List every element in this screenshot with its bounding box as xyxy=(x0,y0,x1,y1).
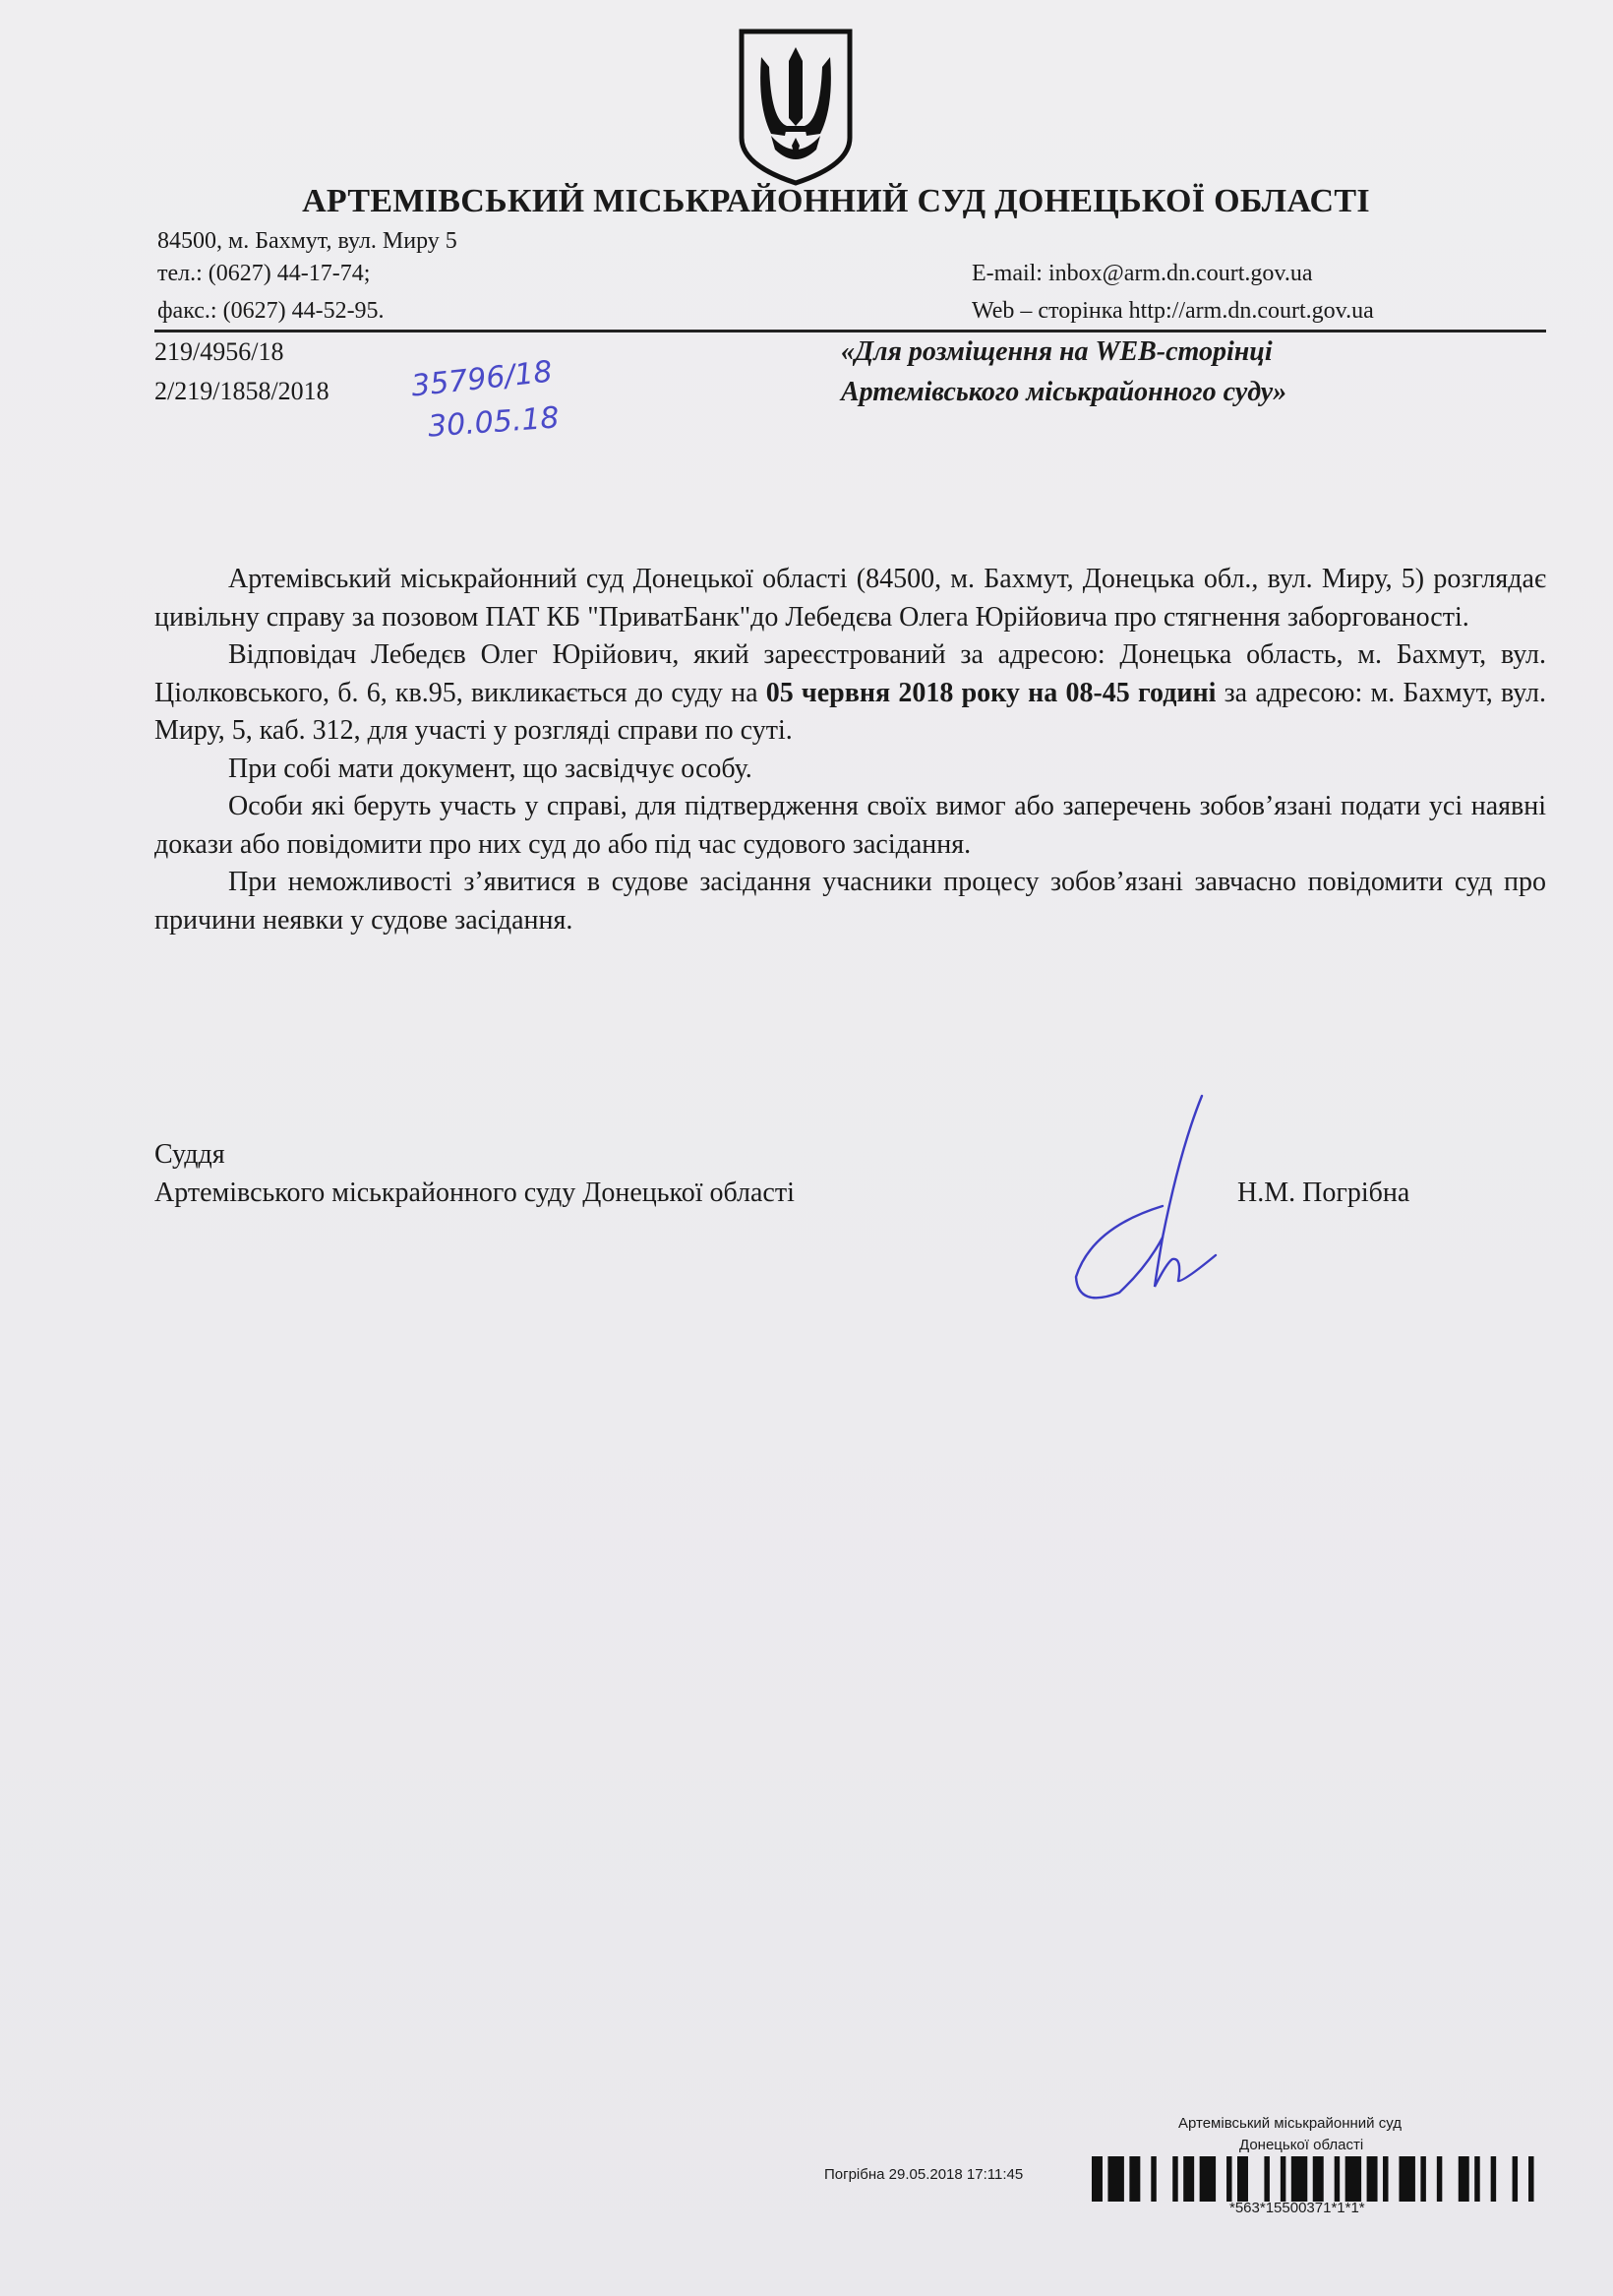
judge-name: Н.М. Погрібна xyxy=(1237,1178,1410,1208)
barcode-text: *563*15500371*1*1* xyxy=(1229,2200,1365,2216)
publication-note-line-1: «Для розміщення на WEB-сторінці xyxy=(841,336,1273,367)
court-address: 84500, м. Бахмут, вул. Миру 5 xyxy=(157,228,457,254)
proceeding-number: 2/219/1858/2018 xyxy=(154,377,329,405)
header-divider xyxy=(154,330,1546,332)
paragraph-summons: Відповідач Лебедєв Олег Юрійович, який зареєстрований за адресою: Донецька область, м. Бахмут, вул. Ціолковського, б. 6, кв.95, викликається до суду на 05 червня 2018 року на 08-45 годині за адресою: м. Бахмут, вул. Миру, 5, каб. 312, для участі у розгляді справи по суті. xyxy=(154,639,1546,746)
court-website: Web – сторінка http://arm.dn.court.gov.ua xyxy=(972,298,1374,324)
judge-court: Артемівського міськрайонного суду Донецької області xyxy=(154,1178,795,1208)
hearing-date-time: 05 червня 2018 року на 08-45 годині xyxy=(765,677,1217,708)
stamp-signed-by: Погрібна 29.05.2018 17:11:45 xyxy=(824,2166,1024,2183)
paragraph-id-document: При собі мати документ, що засвідчує особу. xyxy=(228,753,752,784)
court-email: E-mail: inbox@arm.dn.court.gov.ua xyxy=(972,261,1313,286)
court-name: АРТЕМІВСЬКИЙ МІСЬКРАЙОННИЙ СУД ДОНЕЦЬКОЇ ОБЛАСТІ xyxy=(302,183,1370,219)
notice-body xyxy=(154,561,1546,939)
barcode-icon xyxy=(1092,2156,1539,2202)
judge-title: Суддя xyxy=(154,1139,225,1170)
handwritten-incoming-date: 30.05.18 xyxy=(426,400,561,445)
stamp-court-line-2: Донецької області xyxy=(1239,2137,1364,2153)
paragraph-evidence: Особи які беруть участь у справі, для підтвердження своїх вимог або заперечень зобов’язані подати усі наявні докази або повідомити про них суд до або під час судового засідання. xyxy=(154,791,1546,860)
paragraph-absence: При неможливості з’явитися в судове засідання учасники процесу зобов’язані завчасно повідомити суд про причини неявки у судове засідання. xyxy=(154,867,1546,936)
case-number: 219/4956/18 xyxy=(154,337,284,366)
handwritten-incoming-number: 35796/18 xyxy=(409,354,555,404)
court-phone: тел.: (0627) 44-17-74; xyxy=(157,261,371,286)
publication-note-line-2: Артемівського міськрайонного суду» xyxy=(841,377,1287,407)
court-fax: факс.: (0627) 44-52-95. xyxy=(157,298,385,324)
handwritten-signature-icon xyxy=(1072,1090,1220,1316)
coat-of-arms-icon xyxy=(738,28,854,187)
paragraph-case: Артемівський міськрайонний суд Донецької області (84500, м. Бахмут, Донецька обл., вул. Миру, 5) розглядає цивільну справу за позовом ПАТ КБ "ПриватБанк"до Лебедєва Олега Юрійовича про стягнення заборгованості. xyxy=(154,564,1546,633)
stamp-court-line-1: Артемівський міськрайонний суд xyxy=(1178,2115,1402,2132)
